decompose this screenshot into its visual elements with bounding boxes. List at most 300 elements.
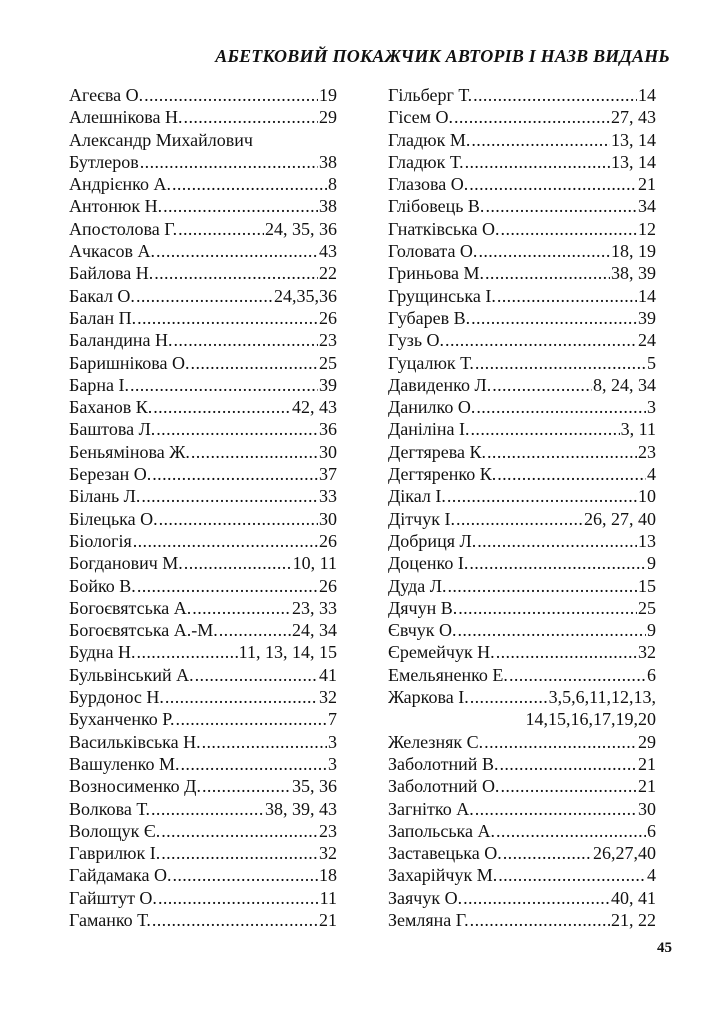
index-entry xyxy=(388,842,656,864)
entry-pages: 13, 14 xyxy=(611,151,656,172)
entry-name: Заболотний О. xyxy=(388,776,500,797)
index-entry xyxy=(69,240,337,262)
index-entry xyxy=(69,329,337,351)
entry-name: Баштова Л. xyxy=(69,419,156,440)
dot-leader xyxy=(474,352,646,374)
entry-name: Будна Н. xyxy=(69,642,136,663)
dot-leader xyxy=(173,329,319,351)
dot-leader xyxy=(155,240,318,262)
index-entry xyxy=(388,641,656,663)
entry-name: Загнітко А. xyxy=(388,798,474,819)
dot-leader xyxy=(486,441,637,463)
entry-name: Єремейчук Н. xyxy=(388,642,495,663)
index-entry xyxy=(388,887,656,909)
dot-leader xyxy=(500,218,637,240)
entry-name: Гладюк Т. xyxy=(388,151,464,172)
index-entry xyxy=(388,307,656,329)
entry-name: Бутлеров xyxy=(69,151,139,172)
index-entry xyxy=(388,374,656,396)
dot-leader xyxy=(470,307,637,329)
dot-leader xyxy=(502,842,592,864)
entry-pages: 26 xyxy=(319,575,337,596)
index-entry xyxy=(388,396,656,418)
dot-leader xyxy=(496,463,646,485)
entry-name: Ачкасов А. xyxy=(69,241,156,262)
entry-pages: 3 xyxy=(647,397,656,418)
index-entry xyxy=(69,106,337,128)
dot-leader xyxy=(484,195,637,217)
entry-name: Дуда Л. xyxy=(388,575,447,596)
dot-leader xyxy=(183,552,292,574)
index-entry xyxy=(69,173,337,195)
dot-leader xyxy=(139,151,318,173)
entry-name: Гільберг Т. xyxy=(388,85,473,105)
dot-leader xyxy=(152,396,291,418)
entry-name: Жаркова І. xyxy=(388,687,469,708)
entry-name: Данилко О. xyxy=(388,397,476,418)
entry-name: Бульвінський А. xyxy=(69,664,194,685)
dot-leader xyxy=(160,820,318,842)
entry-pages: 24, 34 xyxy=(292,620,337,641)
index-entry xyxy=(69,798,337,820)
index-entry xyxy=(69,129,337,151)
entry-name: Запольська А. xyxy=(388,820,496,841)
entry-name: Богоєвятська А. xyxy=(69,597,192,618)
index-entry xyxy=(69,753,337,775)
entry-pages: 23 xyxy=(319,330,337,351)
entry-pages: 10, 11 xyxy=(292,553,337,574)
entry-pages: 40, 41 xyxy=(611,887,656,908)
entry-name: Антонюк Н. xyxy=(69,196,163,217)
entry-pages: 4 xyxy=(647,464,656,485)
dot-leader xyxy=(491,374,592,396)
entry-pages: 15 xyxy=(638,575,656,596)
entry-name: Вашуленко М. xyxy=(69,753,180,774)
dot-leader xyxy=(136,641,238,663)
dot-leader xyxy=(140,485,318,507)
entry-name: Білецька О. xyxy=(69,508,158,529)
entry-name: Головата О. xyxy=(388,241,478,262)
entry-pages: 23 xyxy=(638,441,656,462)
entry-name: Глазова О. xyxy=(388,174,469,195)
index-entry xyxy=(69,664,337,686)
entry-pages: 19 xyxy=(319,85,337,105)
index-entry xyxy=(388,329,656,351)
dot-leader xyxy=(164,686,318,708)
entry-pages: 30 xyxy=(319,508,337,529)
entry-name: Доценко І. xyxy=(388,553,469,574)
entry-pages: 32 xyxy=(638,642,656,663)
entry-pages: 13 xyxy=(638,530,656,551)
entry-name: Баландина Н. xyxy=(69,330,173,351)
index-entry xyxy=(69,887,337,909)
entry-pages-continued: 14,15,16,17,19,20 xyxy=(525,709,656,730)
entry-pages: 18 xyxy=(319,865,337,886)
entry-pages: 6 xyxy=(647,664,656,685)
index-entry xyxy=(69,307,337,329)
entry-name: Балан П. xyxy=(69,307,137,328)
dot-leader xyxy=(497,864,646,886)
entry-name: Богоєвятська А.-М. xyxy=(69,620,218,641)
index-entry xyxy=(388,151,656,173)
index-entry xyxy=(69,909,337,931)
index-entry xyxy=(388,485,656,507)
index-entry xyxy=(69,619,337,641)
entry-name: Богданович М. xyxy=(69,553,183,574)
dot-leader xyxy=(470,418,620,440)
entry-pages: 21 xyxy=(319,909,337,930)
dot-leader xyxy=(455,508,583,530)
dot-leader xyxy=(162,195,318,217)
entry-name: Гнатківська О. xyxy=(388,218,500,239)
entry-pages: 9 xyxy=(647,553,656,574)
entry-name: Добриця Л. xyxy=(388,530,477,551)
page-number: 45 xyxy=(657,940,672,956)
entry-pages: 24 xyxy=(638,330,656,351)
entry-name: Березан О. xyxy=(69,464,152,485)
entry-name: Баришнікова О. xyxy=(69,352,190,373)
dot-leader xyxy=(457,597,637,619)
dot-leader xyxy=(150,798,264,820)
index-entry xyxy=(388,418,656,440)
entry-name: Возносименко Д. xyxy=(69,776,201,797)
entry-name: Бойко В. xyxy=(69,575,136,596)
entry-pages: 8 xyxy=(328,174,337,195)
index-entry xyxy=(388,731,656,753)
dot-leader xyxy=(484,262,610,284)
index-entry xyxy=(388,775,656,797)
entry-name: Гісем О. xyxy=(388,107,453,128)
entry-pages: 38 xyxy=(319,151,337,172)
entry-pages: 22 xyxy=(319,263,337,284)
entry-name: Гаманко Т. xyxy=(69,909,151,930)
dot-leader xyxy=(151,463,318,485)
entry-name: Дітчук І. xyxy=(388,508,455,529)
index-entry xyxy=(388,753,656,775)
dot-leader xyxy=(469,686,548,708)
entry-name: Гладюк М. xyxy=(388,129,471,150)
entry-pages: 25 xyxy=(319,352,337,373)
index-entry xyxy=(69,731,337,753)
entry-pages: 35, 36 xyxy=(292,776,337,797)
entry-pages: 3,5,6,11,12,13, xyxy=(548,687,656,708)
index-entry xyxy=(69,151,337,173)
index-entry xyxy=(388,909,656,931)
index-entry xyxy=(69,396,337,418)
index-column-right xyxy=(388,84,656,931)
entry-name: Волощук Є. xyxy=(69,820,161,841)
index-entry xyxy=(69,686,337,708)
entry-pages: 21, 22 xyxy=(611,909,656,930)
dot-leader xyxy=(177,218,264,240)
entry-pages: 29 xyxy=(319,107,337,128)
dot-leader xyxy=(457,619,647,641)
entry-pages: 41 xyxy=(319,664,337,685)
entry-pages: 38 xyxy=(319,196,337,217)
entry-pages: 34 xyxy=(638,196,656,217)
dot-leader xyxy=(470,129,610,151)
dot-leader xyxy=(474,798,637,820)
dot-leader xyxy=(476,530,637,552)
dot-leader xyxy=(136,307,318,329)
index-entry xyxy=(388,218,656,240)
index-entry xyxy=(69,508,337,530)
page-title: АБЕТКОВИЙ ПОКАЖЧИК АВТОРІВ І НАЗВ ВИДАНЬ xyxy=(215,46,670,66)
dot-leader xyxy=(218,619,291,641)
dot-leader xyxy=(468,552,646,574)
dot-leader xyxy=(194,664,318,686)
entry-pages: 37 xyxy=(319,464,337,485)
index-entry xyxy=(388,619,656,641)
index-entry xyxy=(69,352,337,374)
index-entry xyxy=(388,463,656,485)
entry-name: Бакал О. xyxy=(69,285,135,306)
dot-leader xyxy=(469,909,610,931)
index-entry xyxy=(388,798,656,820)
dot-leader xyxy=(190,352,318,374)
entry-pages: 18, 19 xyxy=(611,241,656,262)
index-entry xyxy=(69,552,337,574)
entry-name: Дегтярева К. xyxy=(388,441,487,462)
index-entry xyxy=(388,708,656,730)
index-entry xyxy=(69,708,337,730)
index-entry xyxy=(69,820,337,842)
entry-pages: 24, 35, 36 xyxy=(265,218,337,239)
index-entry xyxy=(69,218,337,240)
index-entry xyxy=(388,262,656,284)
entry-name: Білань Л. xyxy=(69,486,141,507)
entry-pages: 3 xyxy=(328,753,337,774)
entry-name: Беньямінова Ж. xyxy=(69,441,190,462)
entry-pages: 32 xyxy=(319,843,337,864)
entry-name: Гайдамака О. xyxy=(69,865,172,886)
index-entry xyxy=(69,418,337,440)
entry-name: Даніліна І. xyxy=(388,419,470,440)
dot-leader xyxy=(495,641,637,663)
entry-pages: 26 xyxy=(319,530,337,551)
entry-name: Захарійчук М. xyxy=(388,865,498,886)
entry-name: Емельяненко Е. xyxy=(388,664,508,685)
entry-name: Дікал І. xyxy=(388,486,446,507)
entry-name: Буханченко Р. xyxy=(69,709,175,730)
entry-name: Апостолова Г. xyxy=(69,218,178,239)
entry-pages: 3 xyxy=(328,731,337,752)
dot-leader xyxy=(160,842,318,864)
entry-name: Глібовець В. xyxy=(388,196,485,217)
entry-pages: 21 xyxy=(638,753,656,774)
entry-pages: 38, 39 xyxy=(611,263,656,284)
entry-name: Волкова Т. xyxy=(69,798,151,819)
index-entry xyxy=(388,508,656,530)
entry-pages: 9 xyxy=(647,620,656,641)
entry-name: Андрієнко А. xyxy=(69,174,171,195)
dot-leader xyxy=(155,418,318,440)
dot-leader xyxy=(132,530,318,552)
dot-leader xyxy=(446,485,637,507)
dot-leader xyxy=(496,285,637,307)
entry-name: Баханов К. xyxy=(69,397,153,418)
entry-pages: 4 xyxy=(647,865,656,886)
index-column-left xyxy=(69,84,337,931)
dot-leader xyxy=(171,173,327,195)
entry-name: Заячук О. xyxy=(388,887,463,908)
entry-name: Гайштут О. xyxy=(69,887,157,908)
entry-name: Біологія xyxy=(69,530,132,551)
entry-name: Земляна Г. xyxy=(388,909,469,930)
index-entry xyxy=(69,262,337,284)
index-entry xyxy=(69,597,337,619)
entry-pages: 21 xyxy=(638,776,656,797)
entry-pages: 13, 14 xyxy=(611,129,656,150)
entry-pages: 11, 13, 14, 15 xyxy=(238,642,337,663)
index-entry xyxy=(388,441,656,463)
entry-name: Алешнікова Н. xyxy=(69,107,183,128)
index-entry xyxy=(388,552,656,574)
index-entry xyxy=(388,597,656,619)
dot-leader xyxy=(191,597,291,619)
entry-name: Давиденко Л. xyxy=(388,374,492,395)
entry-name: Барна І. xyxy=(69,374,129,395)
entry-name: Агеєва О. xyxy=(69,85,144,105)
entry-pages: 30 xyxy=(638,798,656,819)
index-entry xyxy=(69,530,337,552)
entry-name: Бурдонос Н. xyxy=(69,687,164,708)
entry-pages: 39 xyxy=(319,374,337,395)
index-entry xyxy=(69,575,337,597)
entry-pages: 14 xyxy=(638,285,656,306)
index-entry xyxy=(69,463,337,485)
entry-pages: 26 xyxy=(319,307,337,328)
index-entry xyxy=(388,352,656,374)
dot-leader xyxy=(453,106,610,128)
index-entry xyxy=(69,842,337,864)
index-entry xyxy=(69,864,337,886)
index-entry xyxy=(388,864,656,886)
entry-name: Заболотний В. xyxy=(388,753,499,774)
dot-leader xyxy=(447,575,638,597)
dot-leader xyxy=(158,508,318,530)
entry-pages: 36 xyxy=(319,419,337,440)
entry-pages: 43 xyxy=(319,241,337,262)
index-entry xyxy=(69,84,337,106)
entry-pages: 25 xyxy=(638,597,656,618)
dot-leader xyxy=(468,173,637,195)
dot-leader xyxy=(143,84,318,106)
entry-pages: 6 xyxy=(647,820,656,841)
entry-pages: 23, 33 xyxy=(292,597,337,618)
entry-pages: 27, 43 xyxy=(611,107,656,128)
entry-pages: 38, 39, 43 xyxy=(265,798,337,819)
index-entry xyxy=(69,285,337,307)
dot-leader xyxy=(175,708,327,730)
dot-leader xyxy=(129,374,318,396)
dot-leader xyxy=(444,329,637,351)
index-entry xyxy=(388,820,656,842)
dot-leader xyxy=(472,84,637,106)
index-entry xyxy=(69,485,337,507)
dot-leader xyxy=(201,775,291,797)
index-entry xyxy=(388,686,656,708)
index-entry xyxy=(388,84,656,106)
entry-name: Гриньова М. xyxy=(388,263,485,284)
entry-name: Гуцалюк Т. xyxy=(388,352,474,373)
dot-leader xyxy=(508,664,646,686)
dot-leader xyxy=(180,753,327,775)
dot-leader xyxy=(499,775,637,797)
entry-pages: 33 xyxy=(319,486,337,507)
entry-name: Железняк С. xyxy=(388,731,484,752)
entry-pages: 23 xyxy=(319,820,337,841)
entry-pages: 21 xyxy=(638,174,656,195)
entry-name: Дегтяренко К. xyxy=(388,464,497,485)
entry-name: Заставецька О. xyxy=(388,843,502,864)
index-entry xyxy=(69,374,337,396)
dot-leader xyxy=(477,240,610,262)
dot-leader xyxy=(157,887,319,909)
entry-pages: 42, 43 xyxy=(292,397,337,418)
index-entry xyxy=(388,173,656,195)
dot-leader xyxy=(171,864,318,886)
dot-leader xyxy=(151,909,318,931)
entry-pages: 32 xyxy=(319,687,337,708)
entry-pages: 24,35,36 xyxy=(274,285,337,306)
dot-leader xyxy=(464,151,610,173)
index-entry xyxy=(388,530,656,552)
entry-pages: 29 xyxy=(638,731,656,752)
index-entry xyxy=(69,641,337,663)
entry-name: Александр Михайлович xyxy=(69,129,253,150)
dot-leader xyxy=(498,753,637,775)
entry-pages: 8, 24, 34 xyxy=(593,374,656,395)
entry-name: Гузь О. xyxy=(388,330,445,351)
dot-leader xyxy=(135,285,273,307)
entry-pages: 39 xyxy=(638,307,656,328)
entry-name: Євчук О. xyxy=(388,620,457,641)
dot-leader xyxy=(183,106,318,128)
index-entry xyxy=(388,106,656,128)
index-entry xyxy=(69,775,337,797)
entry-pages: 26, 27, 40 xyxy=(584,508,656,529)
index-entry xyxy=(69,441,337,463)
entry-pages: 11 xyxy=(319,887,337,908)
index-entry xyxy=(388,129,656,151)
dot-leader xyxy=(201,731,327,753)
entry-name: Грущинська І. xyxy=(388,285,496,306)
index-entry xyxy=(388,240,656,262)
dot-leader xyxy=(190,441,318,463)
entry-pages: 5 xyxy=(647,352,656,373)
entry-pages: 3, 11 xyxy=(620,419,656,440)
entry-pages: 30 xyxy=(319,441,337,462)
entry-name: Губарев В. xyxy=(388,307,471,328)
index-entry xyxy=(69,195,337,217)
entry-pages: 7 xyxy=(328,709,337,730)
entry-pages: 10 xyxy=(638,486,656,507)
entry-pages: 12 xyxy=(638,218,656,239)
entry-pages: 14 xyxy=(638,85,656,105)
dot-leader xyxy=(153,262,318,284)
entry-name: Байлова Н. xyxy=(69,263,154,284)
entry-name: Дячун В. xyxy=(388,597,458,618)
dot-leader xyxy=(462,887,610,909)
entry-name: Гаврилюк І. xyxy=(69,843,161,864)
index-entry xyxy=(388,195,656,217)
entry-name: Васильківська Н. xyxy=(69,731,201,752)
index-entry xyxy=(388,664,656,686)
index-entry xyxy=(388,285,656,307)
index-entry xyxy=(388,575,656,597)
dot-leader xyxy=(136,575,318,597)
